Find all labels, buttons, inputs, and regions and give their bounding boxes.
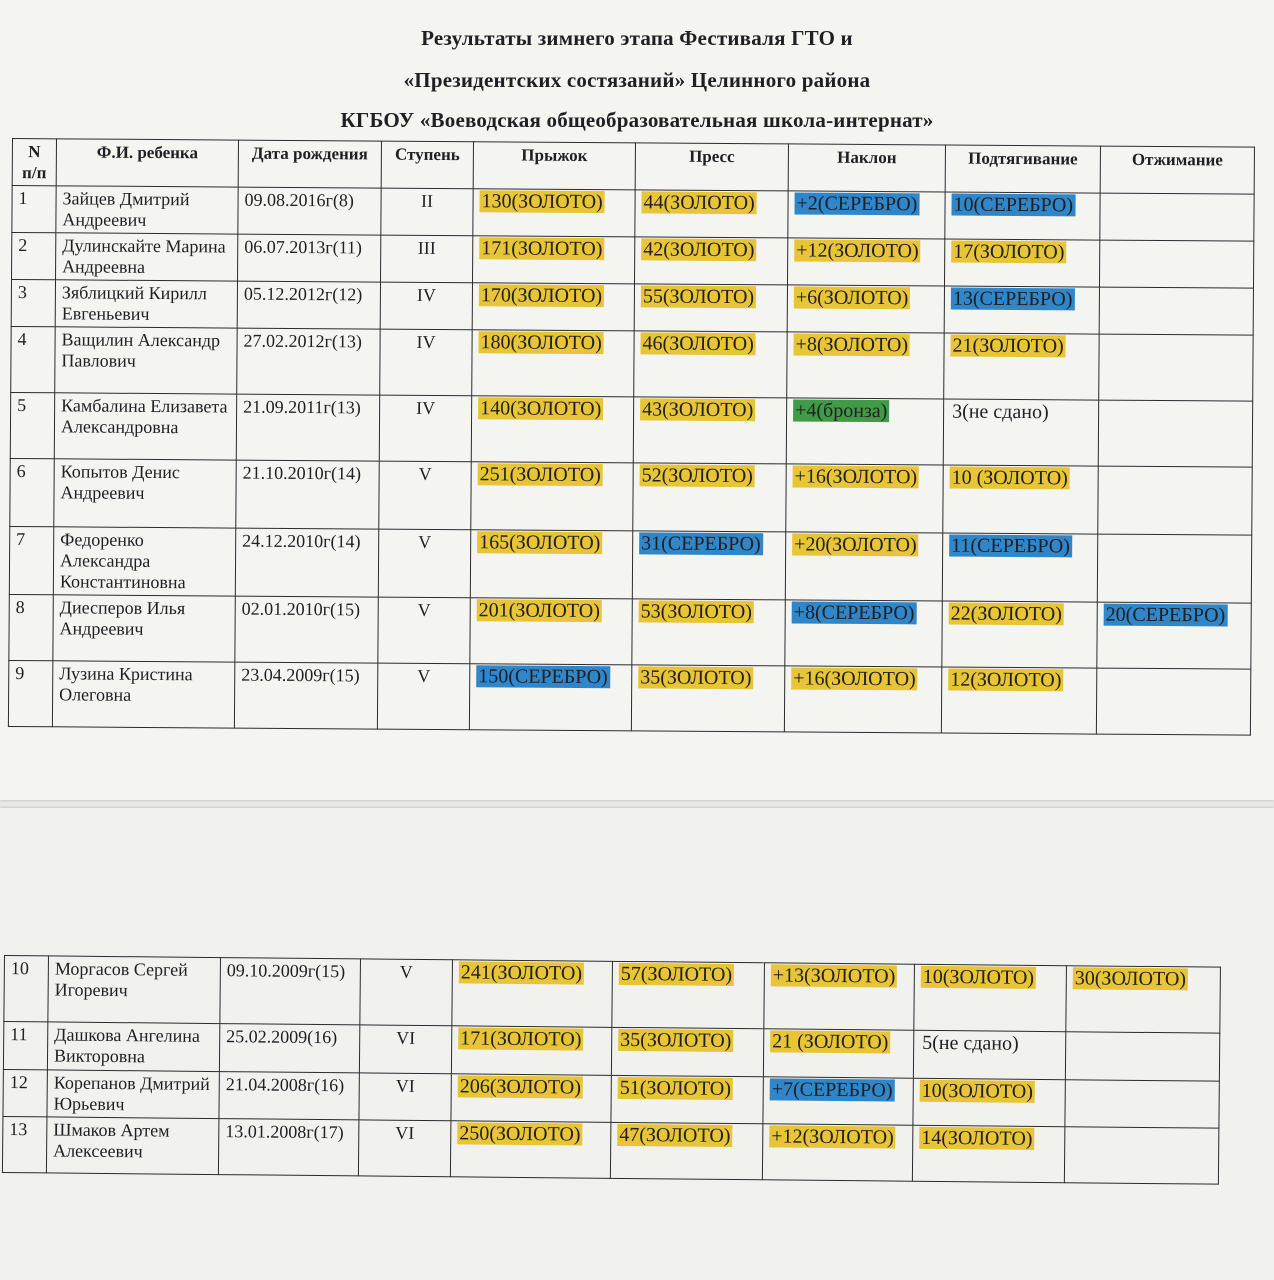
- cell-press: [634, 331, 787, 398]
- cell-bend: [762, 1124, 913, 1181]
- result-gold-mark: +12(ЗОЛОТО): [796, 239, 919, 263]
- cell-bend: [763, 1077, 913, 1125]
- cell-press: [631, 665, 784, 732]
- cell-pullup: [944, 333, 1099, 400]
- cell-bend: [785, 600, 942, 667]
- result-gold-mark: 21(ЗОЛОТО): [952, 334, 1064, 358]
- table-row: [2, 1116, 1218, 1184]
- cell-pushup: [1099, 240, 1253, 288]
- table-row: [10, 392, 1252, 467]
- cell-dob: 23.04.2009г(15): [234, 662, 377, 729]
- cell-dob: 24.12.2010г(14): [235, 528, 378, 597]
- cell-name: Диесперов Илья Андреевич: [53, 595, 235, 662]
- cell-level: IV: [380, 282, 472, 330]
- result-gold-mark: 52(ЗОЛОТО): [641, 464, 753, 488]
- cell-name: Камбалина Елизавета Александровна: [54, 393, 236, 460]
- cell-name: Моргасов Сергей Игоревич: [48, 956, 221, 1024]
- cell-press: [611, 1075, 763, 1123]
- result-bronze-mark: +4(бронза): [795, 399, 888, 423]
- cell-name: Дашкова Ангелина Викторовна: [47, 1022, 219, 1072]
- cell-level: V: [377, 663, 469, 730]
- result-plain-mark: [1106, 242, 1110, 264]
- header-bend: Наклон: [788, 144, 945, 192]
- result-plain-mark: [1106, 195, 1110, 217]
- result-gold-mark: 130(ЗОЛОТО): [481, 190, 603, 214]
- cell-num: 10: [4, 956, 49, 1022]
- title-line-1: Результаты зимнего этапа Фестиваля ГТО и: [421, 26, 853, 50]
- cell-press: [611, 1027, 763, 1076]
- cell-dob: 21.09.2011г(13): [236, 394, 379, 461]
- result-gold-mark: 55(ЗОЛОТО): [642, 285, 755, 309]
- cell-num: 4: [11, 326, 55, 392]
- result-plain-mark: [1072, 1033, 1076, 1055]
- table-row: [9, 526, 1251, 603]
- cell-bend: [784, 666, 941, 733]
- cell-bend: [786, 464, 943, 533]
- result-gold-mark: 14(ЗОЛОТО): [921, 1126, 1033, 1150]
- cell-level: II: [381, 188, 473, 236]
- result-gold-mark: 21 (ЗОЛОТО): [772, 1030, 889, 1054]
- cell-pushup: [1064, 1127, 1219, 1184]
- cell-jump: [470, 530, 632, 599]
- results-table-continued: [2, 955, 1221, 1185]
- cell-jump: [471, 396, 633, 463]
- cell-jump: [470, 598, 632, 665]
- result-silver-mark: +7(СЕРЕБРО): [771, 1078, 893, 1102]
- cell-press: [610, 1122, 763, 1179]
- cell-level: V: [360, 959, 453, 1026]
- result-gold-mark: 44(ЗОЛОТО): [643, 191, 755, 215]
- result-gold-mark: 241(ЗОЛОТО): [460, 961, 583, 985]
- cell-name: Зайцев Дмитрий Андреевич: [56, 186, 238, 234]
- cell-name: Лузина Кристина Олеговна: [52, 661, 234, 728]
- cell-num: 8: [9, 594, 53, 660]
- cell-dob: 27.02.2012г(13): [237, 328, 380, 395]
- result-gold-mark: 201(ЗОЛОТО): [478, 599, 600, 623]
- cell-level: VI: [359, 1073, 451, 1121]
- result-gold-mark: 17(ЗОЛОТО): [953, 240, 1065, 264]
- cell-bend: [787, 285, 944, 333]
- cell-pushup: [1099, 287, 1253, 335]
- cell-pullup: [942, 533, 1097, 602]
- result-gold-mark: 42(ЗОЛОТО): [643, 238, 755, 262]
- cell-num: 2: [12, 233, 56, 280]
- cell-level: V: [379, 461, 471, 530]
- cell-press: [633, 463, 786, 532]
- cell-pullup: [943, 399, 1098, 466]
- cell-pullup: [942, 601, 1097, 668]
- result-gold-mark: 171(ЗОЛОТО): [460, 1027, 582, 1051]
- cell-name: Копытов Денис Андреевич: [54, 459, 236, 528]
- result-gold-mark: 250(ЗОЛОТО): [459, 1122, 581, 1146]
- cell-jump: [473, 189, 635, 237]
- table-row: [10, 458, 1252, 535]
- cell-name: Шмаков Артем Алексеевич: [46, 1117, 219, 1175]
- cell-bend: [785, 532, 942, 601]
- result-silver-mark: +2(СЕРЕБРО): [796, 192, 918, 216]
- cell-num: 3: [11, 280, 55, 327]
- cell-pullup: [945, 192, 1100, 240]
- cell-dob: 06.07.2013г(11): [238, 234, 381, 282]
- result-gold-mark: +16(ЗОЛОТО): [794, 465, 918, 489]
- cell-press: [635, 190, 788, 238]
- header-press: Пресс: [635, 143, 788, 191]
- cell-num: 1: [12, 186, 56, 233]
- result-gold-mark: 43(ЗОЛОТО): [642, 398, 754, 422]
- cell-bend: [787, 238, 944, 286]
- result-plain-mark: [1106, 289, 1110, 311]
- cell-press: [632, 531, 785, 600]
- cell-pushup: [1098, 466, 1252, 535]
- result-gold-mark: 10(ЗОЛОТО): [922, 965, 1035, 989]
- cell-dob: 09.10.2009г(15): [220, 958, 361, 1025]
- title-line-2: «Президентских состязаний» Целинного района: [403, 68, 871, 92]
- result-gold-mark: 35(ЗОЛОТО): [620, 1028, 732, 1052]
- cell-name: Корепанов Дмитрий Юрьевич: [47, 1070, 219, 1119]
- header-jump: Прыжок: [473, 142, 635, 190]
- cell-dob: 21.10.2010г(14): [236, 460, 379, 529]
- cell-level: IV: [379, 395, 471, 462]
- cell-pullup: [914, 964, 1067, 1031]
- cell-dob: 13.01.2008г(17): [218, 1119, 359, 1176]
- result-gold-mark: +12(ЗОЛОТО): [771, 1125, 894, 1149]
- cell-dob: 05.12.2012г(12): [237, 281, 380, 329]
- result-gold-mark: 22(ЗОЛОТО): [950, 602, 1062, 626]
- cell-pullup: [913, 1078, 1065, 1126]
- cell-name: Федоренко Александра Константиновна: [53, 527, 235, 596]
- cell-press: [612, 961, 765, 1028]
- cell-press: [634, 237, 787, 285]
- result-gold-mark: 206(ЗОЛОТО): [459, 1075, 582, 1099]
- result-gold-mark: 10(ЗОЛОТО): [921, 1079, 1034, 1103]
- result-gold-mark: 12(ЗОЛОТО): [950, 668, 1062, 692]
- cell-pullup: [944, 286, 1099, 334]
- cell-bend: [788, 191, 945, 239]
- cell-bend: [763, 1029, 913, 1078]
- header-name: Ф.И. ребенка: [56, 139, 238, 187]
- result-gold-mark: 10 (ЗОЛОТО): [951, 466, 1068, 490]
- cell-pushup: [1099, 334, 1253, 401]
- result-gold-mark: +6(ЗОЛОТО): [795, 286, 909, 310]
- cell-num: 5: [10, 392, 54, 458]
- result-gold-mark: 35(ЗОЛОТО): [640, 666, 752, 690]
- cell-bend: [764, 963, 915, 1030]
- cell-press: [633, 397, 786, 464]
- cell-num: 13: [2, 1116, 47, 1172]
- cell-pullup: [913, 1030, 1065, 1079]
- header-pullup: Подтягивание: [945, 145, 1100, 193]
- result-gold-mark: +16(ЗОЛОТО): [793, 667, 916, 691]
- result-silver-mark: +8(СЕРЕБРО): [793, 601, 915, 625]
- result-gold-mark: 165(ЗОЛОТО): [479, 531, 601, 555]
- cell-jump: [452, 960, 613, 1028]
- cell-pullup: [944, 239, 1099, 287]
- result-plain-mark: [1103, 670, 1107, 692]
- cell-jump: [472, 283, 634, 331]
- cell-jump: [450, 1121, 611, 1179]
- cell-pushup: [1097, 602, 1251, 669]
- table-row: [8, 660, 1250, 735]
- result-silver-mark: 20(СЕРЕБРО): [1105, 603, 1226, 627]
- result-plain-mark: [1105, 402, 1109, 424]
- result-silver-mark: 13(СЕРЕБРО): [952, 287, 1073, 311]
- cell-jump: [471, 462, 633, 531]
- table-row: [9, 594, 1251, 669]
- result-gold-mark: 140(ЗОЛОТО): [480, 397, 602, 421]
- cell-pushup: [1098, 400, 1252, 467]
- result-gold-mark: 251(ЗОЛОТО): [479, 463, 601, 487]
- result-gold-mark: 51(ЗОЛОТО): [619, 1076, 732, 1100]
- title-line-3: КГБОУ «Воеводская общеобразовательная школа-интернат»: [340, 108, 934, 132]
- cell-bend: [787, 332, 944, 399]
- cell-num: 7: [9, 526, 53, 594]
- cell-num: 12: [3, 1069, 47, 1116]
- cell-dob: 09.08.2016г(8): [238, 187, 381, 235]
- header-level: Ступень: [381, 141, 473, 189]
- cell-bend: [786, 398, 943, 465]
- result-gold-mark: +8(ЗОЛОТО): [795, 333, 909, 357]
- cell-press: [632, 599, 785, 666]
- result-gold-mark: +20(ЗОЛОТО): [794, 533, 917, 557]
- cell-jump: [473, 236, 635, 284]
- result-silver-mark: 150(СЕРЕБРО): [478, 665, 608, 689]
- cell-pushup: [1065, 1080, 1219, 1128]
- header-num: N п/п: [12, 139, 56, 186]
- cell-level: IV: [380, 329, 472, 396]
- cell-pushup: [1097, 534, 1251, 603]
- cell-press: [634, 284, 787, 332]
- cell-dob: 02.01.2010г(15): [235, 596, 378, 663]
- cell-name: Зяблицкий Кирилл Евгеньевич: [55, 280, 237, 328]
- cell-jump: [451, 1074, 611, 1123]
- cell-pushup: [1100, 193, 1254, 241]
- cell-pushup: [1065, 1032, 1219, 1081]
- result-silver-mark: 31(СЕРЕБРО): [641, 532, 761, 556]
- cell-dob: 25.02.2009(16): [219, 1024, 359, 1073]
- table-row: [11, 326, 1253, 401]
- result-gold-mark: 30(ЗОЛОТО): [1074, 967, 1187, 991]
- cell-num: 6: [10, 458, 54, 526]
- cell-num: 11: [3, 1022, 47, 1070]
- result-gold-mark: +13(ЗОЛОТО): [772, 964, 896, 988]
- cell-jump: [469, 664, 631, 731]
- result-gold-mark: 57(ЗОЛОТО): [620, 962, 733, 986]
- result-plain-mark: [1105, 468, 1109, 490]
- cell-pullup: [941, 667, 1096, 734]
- cell-level: III: [381, 235, 473, 283]
- result-gold-mark: 171(ЗОЛОТО): [481, 237, 603, 261]
- cell-level: VI: [358, 1120, 451, 1177]
- result-gold-mark: 170(ЗОЛОТО): [480, 284, 603, 308]
- cell-pullup: [912, 1125, 1065, 1182]
- results-table: [8, 138, 1255, 736]
- result-plain-mark: [1104, 536, 1108, 558]
- result-gold-mark: 180(ЗОЛОТО): [480, 331, 602, 355]
- result-silver-mark: 11(СЕРЕБРО): [951, 534, 1071, 558]
- cell-name: Дулинскайте Марина Андреевна: [56, 233, 238, 281]
- cell-level: V: [378, 529, 470, 598]
- cell-pushup: [1066, 966, 1221, 1033]
- cell-pullup: [943, 465, 1098, 534]
- cell-name: Ващилин Александр Павлович: [55, 327, 237, 394]
- result-silver-mark: 10(СЕРЕБРО): [953, 193, 1074, 217]
- cell-jump: [451, 1026, 611, 1076]
- result-gold-mark: 46(ЗОЛОТО): [642, 332, 754, 356]
- table-row: [4, 956, 1221, 1034]
- result-plain-mark: [1072, 1081, 1076, 1103]
- cell-jump: [472, 330, 634, 397]
- result-plain-mark: [1105, 336, 1109, 358]
- cell-num: 9: [8, 660, 52, 726]
- result-plain-mark: 5(не сдано): [922, 1031, 1019, 1055]
- cell-dob: 21.04.2008г(16): [219, 1072, 359, 1120]
- cell-pushup: [1096, 668, 1250, 735]
- header-dob: Дата рождения: [238, 140, 381, 188]
- result-plain-mark: 3(не сдано): [952, 400, 1049, 424]
- result-gold-mark: 53(ЗОЛОТО): [640, 600, 752, 624]
- header-pushup: Отжимание: [1100, 146, 1254, 194]
- cell-level: V: [378, 597, 470, 664]
- result-gold-mark: 47(ЗОЛОТО): [619, 1123, 731, 1147]
- result-plain-mark: [1071, 1128, 1075, 1150]
- cell-level: VI: [359, 1025, 451, 1074]
